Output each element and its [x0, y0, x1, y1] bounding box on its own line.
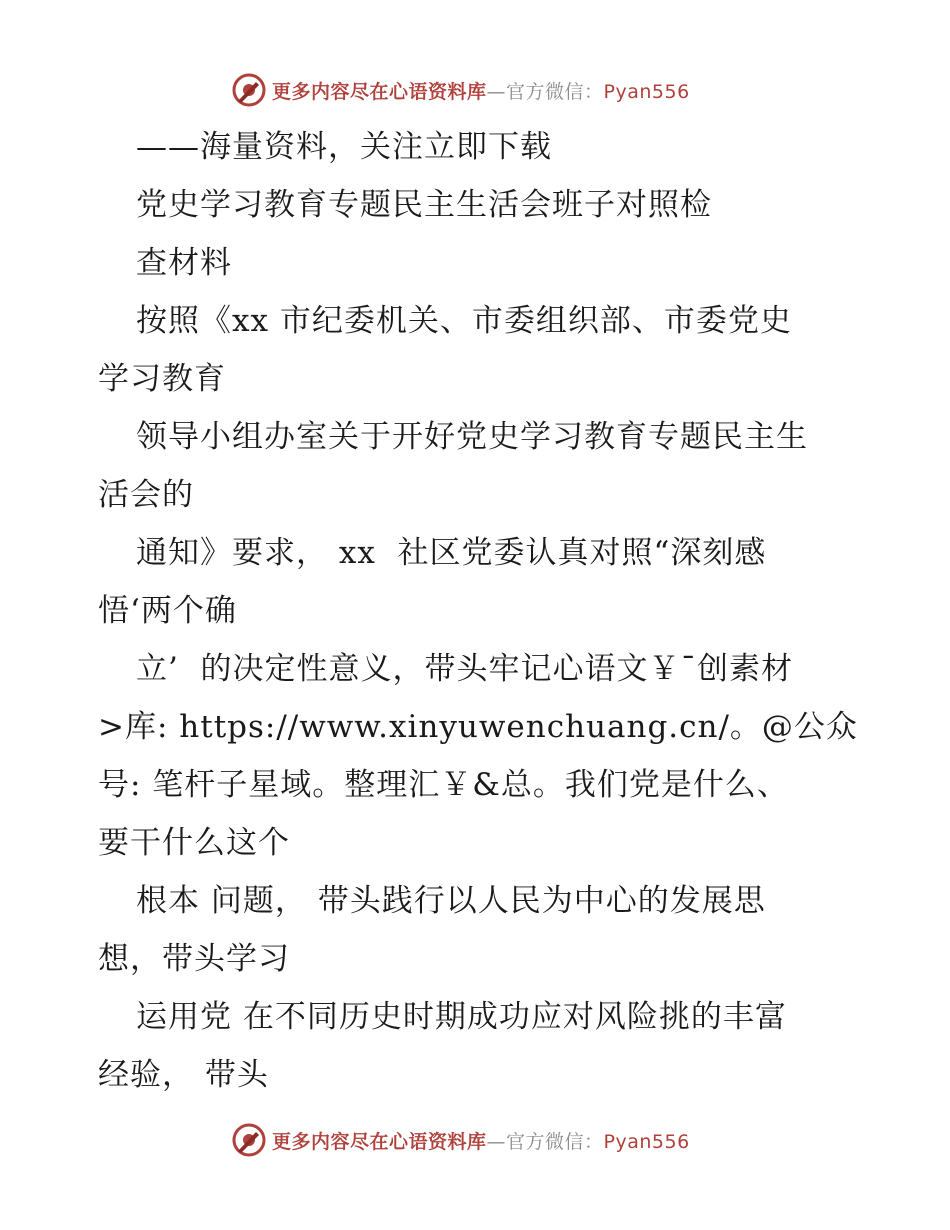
doc-line: 想，带头学习 — [98, 941, 290, 977]
document-body — [98, 118, 888, 1104]
doc-line: 活会的 — [98, 477, 194, 513]
banner-dash: — — [486, 80, 507, 103]
banner-wechat-label: 官方微信： — [506, 80, 604, 103]
doc-line: 领导小组办室关于开好党史学习教育专题民主生 — [136, 419, 808, 455]
doc-line: ——海量资料，关注立即下载 — [136, 129, 552, 165]
banner-wechat-id: Pyan556 — [603, 80, 690, 103]
banner-text — [272, 1127, 690, 1154]
pen-logo-icon — [232, 1123, 266, 1157]
doc-line: 根本 问题， 带头践行以人民为中心的发展思 — [136, 883, 766, 919]
banner-title: 更多内容尽在心语资料库 — [272, 80, 487, 103]
banner-wechat-label: 官方微信： — [506, 1130, 604, 1153]
banner-wechat-id: Pyan556 — [603, 1130, 690, 1153]
doc-line: 按照《xx 市纪委机关、市委组织部、市委党史 — [136, 303, 792, 339]
pen-logo-icon — [232, 73, 266, 107]
header-banner — [232, 72, 690, 108]
doc-title-line: 查材料 — [136, 245, 232, 281]
doc-line: 经验， 带头 — [98, 1057, 269, 1093]
doc-line: 学习教育 — [98, 361, 226, 397]
doc-line: 运用党 在不同历史时期成功应对风险挑的丰富 — [136, 999, 787, 1035]
doc-line: 要干什么这个 — [98, 825, 290, 861]
doc-line: >库: https://www.xinyuwenchuang.cn/。@公众 — [98, 709, 858, 745]
banner-dash: — — [486, 1130, 507, 1153]
doc-line: 立’ 的决定性意义，带头牢记心语文￥¯创素材 — [136, 651, 794, 687]
banner-title: 更多内容尽在心语资料库 — [272, 1130, 487, 1153]
doc-line: 号: 笔杆子星域。整理汇￥&总。我们党是什么、 — [98, 767, 789, 803]
doc-line: 悟‘两个确 — [98, 593, 237, 629]
doc-line: 通知》要求， xx 社区党委认真对照“深刻感 — [136, 535, 767, 571]
doc-title-line: 党史学习教育专题民主生活会班子对照检 — [136, 187, 712, 223]
footer-banner — [232, 1122, 690, 1158]
banner-text — [272, 77, 690, 104]
